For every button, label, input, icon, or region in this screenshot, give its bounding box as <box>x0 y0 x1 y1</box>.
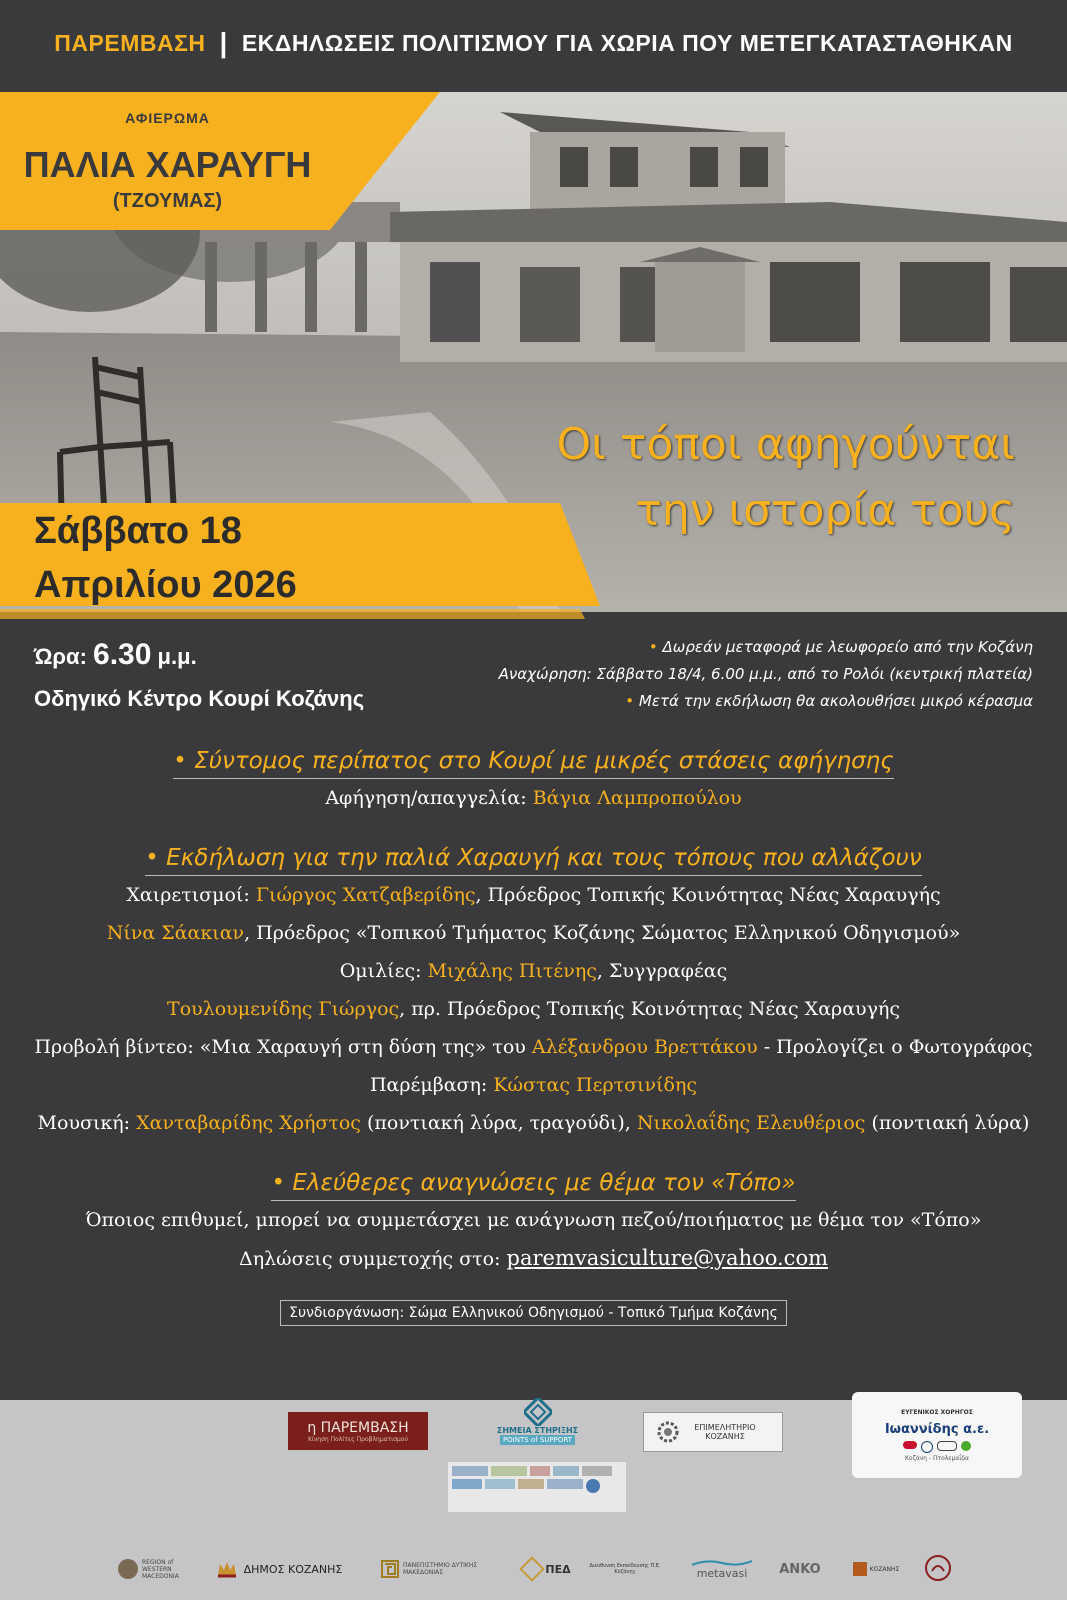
departure-note: Αναχώρηση: Σάββατο 18/4, 6.00 μ.μ., από το Ρολόι (κεντρική πλατεία) <box>498 665 1033 683</box>
bullet-icon: • <box>625 692 635 710</box>
time-value: 6.30 <box>93 638 152 671</box>
education-directorate-logo <box>586 1552 664 1586</box>
person-name: Νίνα Σάακιαν <box>106 922 245 944</box>
role-detail: (ποντιακή λύρα) <box>871 1112 1030 1134</box>
partner-logo-icon <box>452 1466 488 1476</box>
sponsor-ioannidis-logo <box>852 1392 1022 1478</box>
paremvasi-logo <box>288 1412 428 1450</box>
role-label: Ομιλίες: <box>339 960 422 982</box>
seal-icon <box>923 1553 953 1583</box>
event-program <box>0 748 1067 1326</box>
sponsor-heading: ΕΥΓΕΝΙΚΟΣ ΧΟΡΗΓΟΣ <box>901 1408 973 1416</box>
paremvasi-logo-subtext: Κίνηση Πολίτες Προβληματισμού <box>307 1435 409 1443</box>
chamber-logo-text: ΕΠΙΜΕΛΗΤΗΡΙΟ ΚΟΖΑΝΗΣ <box>694 1423 756 1441</box>
partner-logo-icon <box>553 1466 579 1476</box>
university-logo <box>372 1552 492 1586</box>
anko-logo <box>776 1552 824 1586</box>
time-label: Ώρα: <box>34 644 87 669</box>
ped-logo-text: ΠΕΔ <box>545 1562 571 1576</box>
partner-logo-icon <box>582 1466 612 1476</box>
program-line <box>0 990 1067 1028</box>
person-name: Τουλουμενίδης Γιώργος <box>167 998 400 1020</box>
crown-icon <box>216 1558 238 1580</box>
person-name: Βάγια Λαμπροπούλου <box>532 787 742 809</box>
role-label: Χαιρετισμοί: <box>126 884 250 906</box>
anko-logo-text: ANKO <box>779 1561 821 1577</box>
chamber-logo <box>643 1412 783 1452</box>
program-line <box>0 876 1067 914</box>
event-venue: Οδηγικό Κέντρο Κουρί Κοζάνης <box>34 686 365 711</box>
knot-icon <box>524 1398 552 1426</box>
person-name: Νικολαΐδης Ελευθέριος <box>636 1112 866 1134</box>
village-old-name: (ΤΖΟΥΜΑΣ) <box>112 190 223 212</box>
organizer-name: ΠΑΡΕΜΒΑΣΗ <box>54 29 206 56</box>
event-date-month-year: Απριλίου 2026 <box>34 564 297 606</box>
ped-emblem-icon <box>520 1556 545 1581</box>
sponsor-name: Ιωαννίδης α.ε. <box>884 1421 990 1437</box>
points-of-support-logo <box>485 1386 590 1456</box>
partner-logo-icon <box>491 1466 527 1476</box>
person-name: Κώστας Περτσινίδης <box>493 1074 698 1096</box>
header-separator: | <box>219 27 228 58</box>
section-readings-title: • Ελεύθερες αναγνώσεις με θέμα τον «Τόπο» <box>271 1170 795 1201</box>
role-detail: (ποντιακή λύρα, τραγούδι), <box>367 1112 631 1134</box>
partner-logo-icon <box>485 1479 515 1489</box>
role-label: Παρέμβαση: <box>369 1074 488 1096</box>
headline-line-2: την ιστορία τους <box>635 485 1015 536</box>
role-detail: - Προλογίζει ο Φωτογράφος <box>763 1036 1033 1058</box>
cultural-association-logo <box>840 1552 912 1586</box>
person-name: Γιώργος Χατζαβερίδης <box>255 884 476 906</box>
section-event-title: • Εκδήλωση για την παλιά Χαραυγή και τους τόπους που αλλάζουν <box>145 845 921 876</box>
dimos-kozanis-logo <box>205 1552 353 1586</box>
gear-icon <box>656 1420 680 1444</box>
partner-logo-icon <box>547 1479 583 1489</box>
brand-logo-icon <box>921 1441 933 1453</box>
cultural-logo-text: ΚΟΖΑΝΗΣ <box>869 1565 900 1573</box>
points-logo-en-text: POINTS of SUPPORT <box>500 1435 575 1445</box>
paremvasi-logo-text: η ΠΑΡΕΜΒΑΣΗ <box>307 1419 409 1436</box>
program-line <box>0 1239 1067 1278</box>
meander-icon <box>381 1560 399 1578</box>
person-name: Μιχάλης Πιτένης <box>427 960 597 982</box>
dimos-logo-text: ΔΗΜΟΣ ΚΟΖΑΝΗΣ <box>243 1562 343 1576</box>
partner-logo-icon <box>530 1466 550 1476</box>
reception-note: Μετά την εκδήλωση θα ακολουθήσει μικρό κέρασμα <box>638 692 1033 710</box>
role-detail: , πρ. Πρόεδρος Τοπικής Κοινότητας Νέας Χαραυγής <box>399 998 900 1020</box>
role-detail: , Πρόεδρος Τοπικής Κοινότητας Νέας Χαραυγής <box>475 884 941 906</box>
section-walk-title: • Σύντομος περίπατος στο Κουρί με μικρές στάσεις αφήγησης <box>173 748 894 779</box>
sponsor-footer <box>0 1400 1067 1600</box>
program-line <box>0 1104 1067 1142</box>
seal-logo <box>920 1550 956 1586</box>
logistics-notes <box>413 634 1033 715</box>
region-emblem-icon <box>118 1559 138 1579</box>
contact-email-link[interactable]: paremvasiculture@yahoo.com <box>506 1246 829 1270</box>
cultural-emblem-icon <box>853 1562 867 1576</box>
partner-logo-icon <box>586 1479 600 1493</box>
program-line <box>0 1066 1067 1104</box>
event-time <box>34 638 197 672</box>
region-logo <box>115 1552 195 1586</box>
program-line <box>0 952 1067 990</box>
role-label: Αφήγηση/απαγγελία: <box>325 787 527 809</box>
person-name: Αλέξανδρου Βρεττάκου <box>531 1036 758 1058</box>
role-label: Δηλώσεις συμμετοχής στο: <box>238 1248 501 1270</box>
program-line <box>0 1028 1067 1066</box>
brand-logo-icon <box>903 1441 917 1449</box>
ped-logo <box>512 1552 582 1586</box>
sponsor-subtext: Κοζάνη - Πτολεμαΐδα <box>905 1454 969 1462</box>
headline-line-1: Οι τόποι αφηγούνται <box>556 419 1015 470</box>
university-logo-text: ΠΑΝΕΠΙΣΤΗΜΙΟ ΔΥΤΙΚΗΣ ΜΑΚΕΔΟΝΙΑΣ <box>403 1562 478 1576</box>
bullet-icon: • <box>648 638 658 656</box>
role-label: Προβολή βίντεο: «Μια Χαραυγή στη δύση της» του <box>34 1036 526 1058</box>
series-title: ΕΚΔΗΛΩΣΕΙΣ ΠΟΛΙΤΙΣΜΟΥ ΓΙΑ ΧΩΡΙΑ ΠΟΥ ΜΕΤΕΓΚΑΤΑΣΤΑΘΗΚΑΝ <box>241 29 1013 56</box>
role-detail: , Συγγραφέας <box>596 960 728 982</box>
metavasi-logo <box>686 1552 758 1586</box>
dedication-label: ΑΦΙΕΡΩΜΑ <box>125 110 210 126</box>
car-brands-row <box>903 1441 971 1453</box>
role-detail: , Πρόεδρος «Τοπικού Τμήματος Κοζάνης Σώματος Ελληνικού Οδηγισμού» <box>244 922 961 944</box>
coorganization-box: Συνδιοργάνωση: Σώμα Ελληνικού Οδηγισμού - Τοπικό Τμήμα Κοζάνης <box>280 1300 787 1326</box>
partner-mini-logos <box>448 1462 626 1512</box>
transport-note: Δωρεάν μεταφορά με λεωφορείο από την Κοζάνη <box>662 638 1033 656</box>
brand-logo-icon <box>937 1441 957 1451</box>
program-line <box>0 779 1067 817</box>
time-unit: μ.μ. <box>157 644 197 669</box>
wave-icon <box>692 1559 752 1567</box>
readings-description: Όποιος επιθυμεί, μπορεί να συμμετάσχει με ανάγνωση πεζού/ποιήματος με θέμα τον «Τόπο» <box>85 1209 982 1231</box>
role-label: Μουσική: <box>37 1112 131 1134</box>
village-name: ΠΑΛΙΑ ΧΑΡΑΥΓΗ <box>23 144 312 185</box>
metavasi-logo-text: metavasi <box>696 1566 748 1580</box>
partner-logo-icon <box>518 1479 544 1489</box>
header-bar <box>0 0 1067 86</box>
education-directorate-text: Διευθυνση Εκπαίδευσης Π.Ε. Κοζάνης <box>589 1563 661 1575</box>
person-name: Χανταβαρίδης Χρήστος <box>136 1112 361 1134</box>
program-line <box>0 914 1067 952</box>
region-logo-text: REGION of WESTERN MACEDONIA <box>142 1558 179 1580</box>
brand-logo-icon <box>961 1441 971 1451</box>
dedication-tag <box>0 92 440 232</box>
points-logo-text: ΣΗΜΕΙΑ ΣΤΗΡΙΞΗΣ <box>496 1425 579 1435</box>
event-date-day: Σάββατο 18 <box>34 510 242 552</box>
partner-logo-icon <box>452 1479 482 1489</box>
